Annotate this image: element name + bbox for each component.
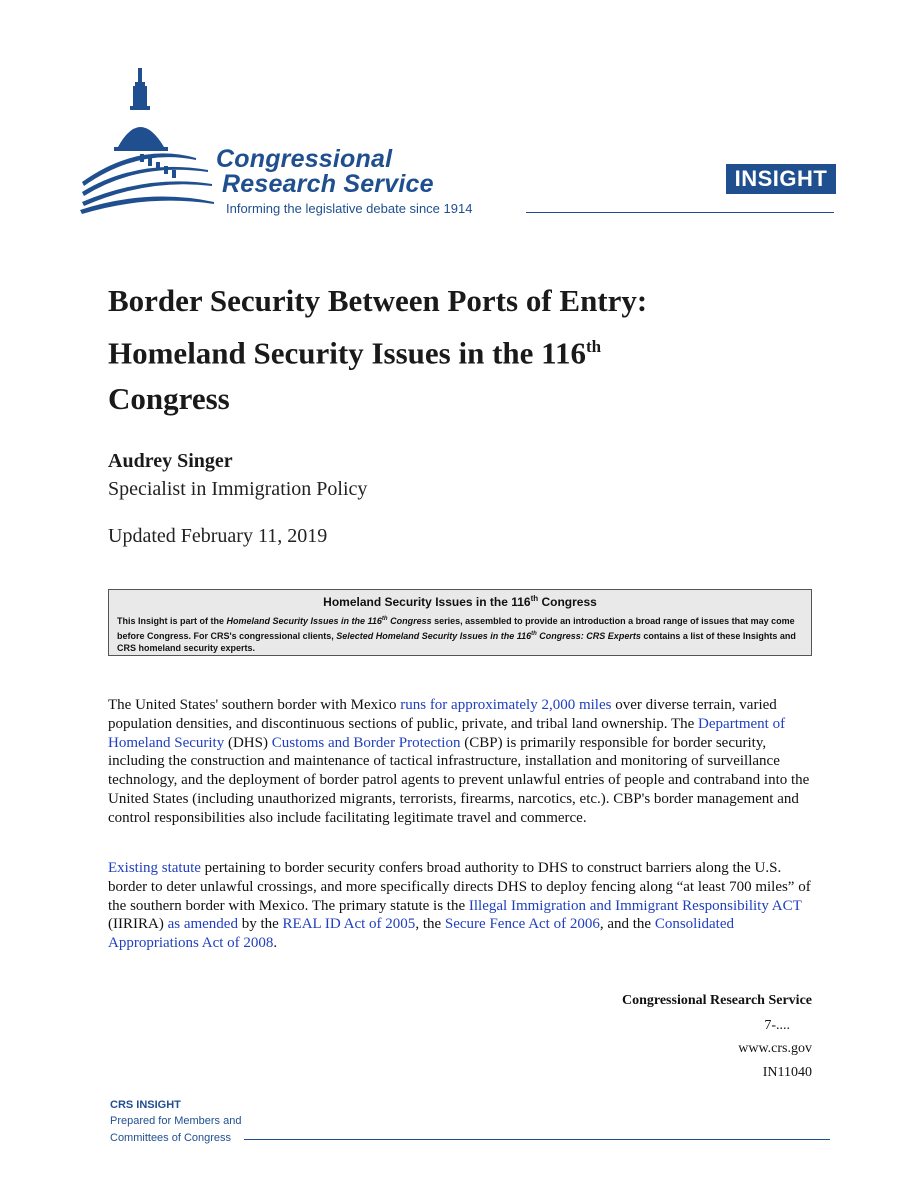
p2-text-d: , the	[415, 916, 445, 933]
body-paragraph-1	[108, 696, 814, 828]
series-l1-d: series, assembled to provide an introduction a broad range of issues that may come	[431, 616, 795, 626]
link-runs-2000-miles[interactable]: runs for approximately 2,000 miles	[400, 697, 612, 713]
insight-badge: INSIGHT	[726, 164, 836, 194]
series-l1-a: This Insight is part of the	[117, 616, 227, 626]
link-cbp[interactable]: Customs and Border Protection	[271, 734, 461, 751]
series-l2-b: Selected Homeland Security Issues in the 116	[336, 630, 532, 641]
footer-id: IN11040	[762, 1065, 812, 1080]
updated-date: Updated February 11, 2019	[108, 525, 328, 547]
series-l2-d: contains a list of these Insights and	[640, 630, 796, 641]
series-box	[108, 589, 812, 656]
footer-site: www.crs.gov	[738, 1041, 812, 1056]
link-existing-statute[interactable]: Existing statute	[108, 860, 201, 876]
link-as-amended[interactable]: as amended	[167, 916, 238, 933]
footer-line2: Committees of Congress	[110, 1132, 232, 1144]
series-line1	[117, 613, 803, 628]
p2-text-e: , and the	[599, 916, 655, 933]
author-role: Specialist in Immigration Policy	[108, 478, 368, 500]
org-tagline: Informing the legislative debate since 1914	[226, 201, 473, 216]
body-paragraph-2	[108, 859, 814, 953]
link-real-id-act[interactable]: REAL ID Act of 2005	[282, 916, 416, 933]
page-title	[108, 278, 828, 422]
series-l2-c: Congress: CRS Experts	[536, 630, 641, 641]
link-dhs[interactable]: Department of Homeland Security	[108, 715, 786, 751]
series-line2	[117, 628, 803, 643]
org-name-line1: Congressional	[216, 145, 393, 173]
title-line2-main: Homeland Security Issues in the 116	[108, 335, 586, 371]
p2-text-f: .	[273, 935, 278, 952]
p2-text-a: pertaining to border security confers broad authority to DHS to construct barriers along the U.S. border to deter unlawful crossings, and more specifically directs DHS to deploy fencing along “at least 700 miles” of the southern border with Mexico. The primary statute is the	[108, 860, 811, 914]
series-l1-b: Homeland Security Issues in the 116	[226, 616, 382, 626]
title-line3: Congress	[108, 381, 230, 417]
series-box-title	[109, 594, 811, 609]
link-iirira[interactable]: Illegal Immigration and Immigrant Responsibility ACT	[468, 897, 802, 914]
title-line1: Border Security Between Ports of Entry:	[108, 283, 648, 318]
series-title-sup: th	[530, 594, 539, 603]
series-title-end: Congress	[538, 595, 597, 609]
footer-line1: Prepared for Members and	[110, 1115, 242, 1127]
series-box-text	[117, 613, 803, 655]
p2-text-c: by the	[237, 916, 283, 933]
capitol-dome-icon	[78, 62, 218, 222]
series-l2-a: before Congress. For CRS's congressional clients,	[117, 630, 337, 641]
footer-org: Congressional Research Service	[621, 993, 812, 1008]
title-line2-sup: th	[585, 337, 602, 356]
p1-text-c: (DHS)	[224, 734, 272, 751]
series-line3: CRS homeland security experts.	[117, 643, 256, 653]
series-l1-c: Congress	[387, 616, 432, 626]
org-name-line2: Research Service	[222, 170, 434, 198]
series-l1-sup: th	[381, 616, 388, 622]
footer-code: 7-....	[764, 1018, 790, 1033]
series-l2-sup: th	[531, 630, 537, 637]
p1-text-d: (CBP) is primarily responsible for border security, including the construction and maintenance of tactical infrastructure, installation and monitoring of surveillance technology, and the deployment of border patrol agents to prevent unlawful entries of people and contraband into the United States (including unauthorized migrants, terrorists, firearms, narcotics, etc.). CBP's border management and control responsibilities also include facilitating legitimate travel and commerce.	[108, 734, 810, 826]
p1-text-a: The United States' southern border with Mexico	[108, 697, 401, 713]
footer-label: CRS INSIGHT	[110, 1099, 181, 1111]
author-name: Audrey Singer	[108, 450, 233, 472]
p2-text-b: (IIRIRA)	[108, 916, 168, 933]
series-title-main: Homeland Security Issues in the 116	[323, 595, 531, 609]
header-rule	[526, 212, 834, 213]
title-line2	[108, 324, 828, 376]
footer-rule	[244, 1139, 830, 1140]
p1-text-b: over diverse terrain, varied population densities, and discontinuous sections of public, private, and tribal land ownership. The	[108, 697, 777, 732]
link-secure-fence-act[interactable]: Secure Fence Act of 2006	[444, 916, 600, 933]
link-consolidated-appropriations[interactable]: Consolidated Appropriations Act of 2008	[108, 916, 734, 952]
crs-logo	[78, 62, 218, 222]
